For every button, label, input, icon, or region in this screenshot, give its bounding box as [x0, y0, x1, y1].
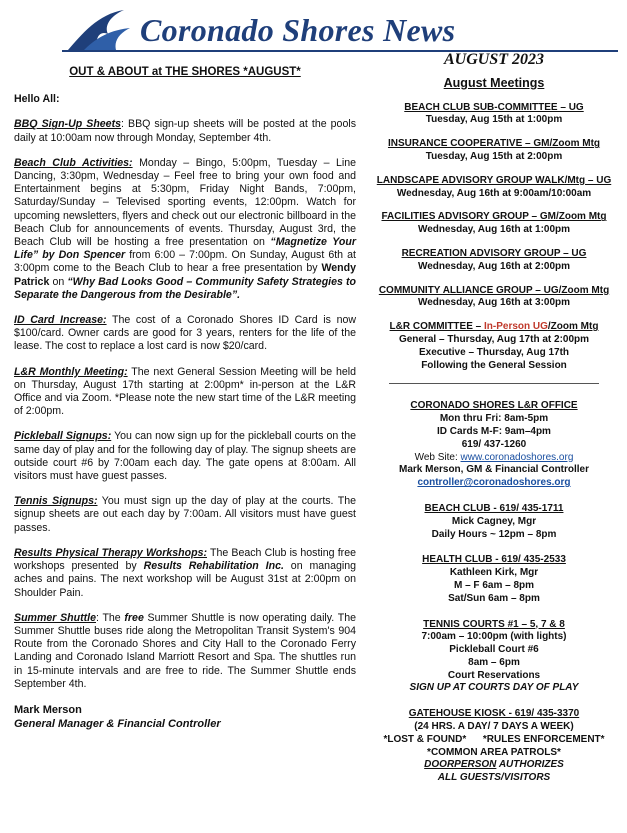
beach-speaker: Wendy Patrick [14, 262, 356, 288]
shuttle-text2: Summer Shuttle is now operating daily. The Summer Shuttle buses ride along the Metropolitan Transit System's 904 Route from the Coronado Shores and City Hall to the Coronado Ferry Landing and Coronado Island Marriott Resort and Spa. The shuttles run in 15-minute intervals and are free to ride. The Summer Shuttle ends September 4th. [14, 611, 356, 690]
signature-name: Mark Merson [14, 703, 82, 716]
gatehouse-line2: *LOST & FOUND* *RULES ENFORCEMENT* [383, 733, 605, 745]
beach-talk2: “Why Bad Looks Good – Community Safety Strategies to Separate the Dangerous from the Desirable”. [14, 275, 357, 301]
gatehouse-line3: *COMMON AREA PATROLS* [427, 746, 561, 758]
shuttle-paragraph [14, 612, 356, 691]
lr-committee-inperson: In-Person UG [484, 321, 548, 333]
wave-logo-icon [64, 4, 134, 52]
id-card-paragraph [14, 314, 356, 354]
office-website-link[interactable]: www.coronadoshores.org [460, 451, 574, 463]
meeting-name: RECREATION ADVISORY GROUP – UG [401, 247, 587, 259]
bbq-paragraph [14, 118, 356, 144]
office-web-label: Web Site: [414, 451, 461, 463]
pickleball-hours: 8am – 6pm [468, 656, 520, 668]
shuttle-label: Summer Shuttle [14, 611, 96, 624]
meeting-when: Wednesday, Aug 16th at 2:00pm [417, 260, 571, 272]
meeting-when: Wednesday, Aug 16th at 9:00am/10:00am [396, 187, 592, 199]
lr-meeting-label: L&R Monthly Meeting: [14, 365, 128, 378]
lr-committee [368, 321, 620, 372]
pickleball-court: Pickleball Court #6 [449, 644, 539, 656]
meeting-item [368, 175, 620, 201]
meeting-item [368, 138, 620, 164]
gatehouse-heading: GATEHOUSE KIOSK - 619/ 435-3370 [408, 708, 580, 720]
pickleball-paragraph [14, 430, 356, 483]
office-contact: Mark Merson, GM & Financial Controller [398, 464, 590, 476]
meeting-name: LANDSCAPE ADVISORY GROUP WALK/Mtg – UG [376, 174, 612, 186]
beach-activities-label: Beach Club Activities: [14, 156, 133, 169]
tennis-hours: 7:00am – 10:00pm (with lights) [421, 631, 567, 643]
therapy-text2: on managing aches and pains. The next workshop will be August 31st at 2:00pm on Shoulder Pain. [14, 560, 356, 599]
beach-activities-text: Monday – Bingo, 5:00pm, Tuesday – Line Dancing, 3:30pm, Wednesday – Feel free to bring your own food and Entertainment begins at 5:30pm, Friday Night Bands, 7:00pm, Saturday/Sunday – Televised sporting events, 12:00pm. Watch for upcoming newsletters, flyers and check out our electronic billboard in the Beach Club for announcements of events. Thursday, August 3rd, the Beach Club will be hosting a free presentation on [14, 156, 356, 249]
office-web-row [368, 452, 620, 465]
court-reservations: Court Reservations [447, 669, 541, 681]
beach-activities-text2: from 6:00 – 7:00pm. On Sunday, August 6th at 3:00pm come to the Beach Club to hear a free presentation by [14, 249, 356, 275]
bbq-text: : BBQ sign-up sheets will be posted at the pools daily at 10:00am now through Monday, September 4th. [14, 118, 356, 144]
shuttle-text: : The [96, 611, 125, 624]
tennis-info [368, 619, 620, 696]
meeting-name: BEACH CLUB SUB-COMMITTEE – UG [404, 101, 584, 113]
meeting-item [368, 248, 620, 274]
office-heading: CORONADO SHORES L&R OFFICE [410, 400, 578, 412]
office-phone: 619/ 437-1260 [461, 438, 527, 450]
therapy-text: The Beach Club is hosting free workshops presented by [14, 546, 356, 573]
left-column [14, 64, 356, 731]
id-card-text: The cost of a Coronado Shores ID Card is now $100/card. Owner cards are good for 3 years, renters for the life of the lease. The cost to replace a lost card is now $20/card. [14, 314, 357, 353]
right-column [368, 52, 620, 798]
lr-committee-name [368, 321, 620, 334]
meeting-item [368, 211, 620, 237]
tennis-heading: TENNIS COURTS #1 – 5, 7 & 8 [423, 618, 565, 630]
beach-club-info [368, 503, 620, 541]
pickleball-label: Pickleball Signups: [14, 430, 112, 443]
gatehouse-line5: ALL GUESTS/VISITORS [437, 772, 551, 784]
office-hours: Mon thru Fri: 8am-5pm [439, 413, 549, 425]
tennis-label: Tennis Signups: [14, 495, 98, 508]
therapy-paragraph [14, 547, 356, 600]
gatehouse-line1: (24 HRS. A DAY/ 7 DAYS A WEEK) [414, 721, 574, 733]
lr-committee-line1: General – Thursday, Aug 17th at 2:00pm [398, 333, 590, 345]
lr-committee-name-c: /Zoom Mtg [547, 321, 599, 333]
meeting-when: Wednesday, Aug 16th at 1:00pm [417, 224, 571, 236]
pickleball-text: You can now sign up for the pickleball courts on the same day of play and for the following day of play. The signup sheets are outside court #6 by 7:00am each day. The gate opens at 8:00am. All visitors must have guest passes. [14, 430, 356, 483]
beach-club-heading: BEACH CLUB - 619/ 435-1711 [424, 502, 564, 514]
court-signup: SIGN UP AT COURTS DAY OF PLAY [409, 682, 579, 694]
health-club-weekend: Sat/Sun 6am – 8pm [448, 592, 540, 604]
health-club-info [368, 554, 620, 605]
health-club-weekday: M – F 6am – 8pm [453, 579, 535, 591]
meetings-heading: August Meetings [443, 75, 545, 90]
gatehouse-authorizes: AUTHORIZES [496, 759, 564, 771]
divider [389, 383, 599, 384]
gatehouse-info [368, 708, 620, 785]
lr-committee-line2: Executive – Thursday, Aug 17th [418, 346, 570, 358]
lr-meeting-paragraph [14, 366, 356, 419]
meeting-name: COMMUNITY ALLIANCE GROUP – UG/Zoom Mtg [378, 284, 610, 296]
meeting-when: Wednesday, Aug 16th at 3:00pm [417, 297, 571, 309]
meeting-when: Tuesday, Aug 15th at 1:00pm [425, 114, 563, 126]
beach-club-hours: Daily Hours ~ 12pm – 8pm [431, 528, 557, 540]
issue-month: AUGUST 2023 [443, 51, 544, 68]
beach-activities-text3: on [49, 275, 68, 288]
health-club-heading: HEALTH CLUB - 619/ 435-2533 [422, 554, 566, 566]
lr-meeting-text: The next General Session Meeting will be held on Thursday, August 17th starting at 2:00pm* in-person at the L&R Office and via Zoom. *Please note the new start time of the L&R meeting of 2:00pm. [14, 365, 356, 418]
lr-committee-line3: Following the General Session [421, 359, 567, 371]
meeting-when: Tuesday, Aug 15th at 2:00pm [425, 150, 563, 162]
therapy-org: Results Rehabilitation Inc. [143, 560, 284, 573]
signature-title: General Manager & Financial Controller [14, 717, 221, 730]
doorperson: DOORPERSON [424, 759, 497, 771]
greeting: Hello All: [14, 93, 60, 106]
meeting-item [368, 285, 620, 311]
bbq-label: BBQ Sign-Up Sheets [14, 118, 121, 131]
id-card-label: ID Card Increase: [14, 314, 107, 327]
office-id-cards: ID Cards M-F: 9am–4pm [437, 425, 551, 437]
meeting-item [368, 102, 620, 128]
tennis-text: You must sign up the day of play at the courts. The signup sheets are out each day by 7:00am. All visitors must have guest passes. [14, 495, 356, 534]
shuttle-free: free [124, 611, 144, 624]
lr-committee-name-a: L&R COMMITTEE – [389, 321, 484, 333]
beach-activities-paragraph [14, 157, 356, 302]
therapy-label: Results Physical Therapy Workshops: [14, 546, 207, 559]
beach-club-mgr: Mick Cagney, Mgr [451, 515, 537, 527]
health-club-mgr: Kathleen Kirk, Mgr [449, 567, 539, 579]
section-title: OUT & ABOUT at THE SHORES *AUGUST* [69, 66, 301, 78]
meeting-name: FACILITIES ADVISORY GROUP – GM/Zoom Mtg [381, 211, 607, 223]
tennis-paragraph [14, 495, 356, 535]
newsletter-title: Coronado Shores News [140, 12, 456, 48]
meeting-name: INSURANCE COOPERATIVE – GM/Zoom Mtg [387, 138, 601, 150]
gatehouse-line4 [368, 759, 620, 772]
beach-talk1: “Magnetize Your Life” by Don Spencer [14, 236, 356, 262]
office-info [368, 400, 620, 490]
office-email-link[interactable]: controller@coronadoshores.org [417, 477, 571, 489]
signature [14, 703, 356, 731]
